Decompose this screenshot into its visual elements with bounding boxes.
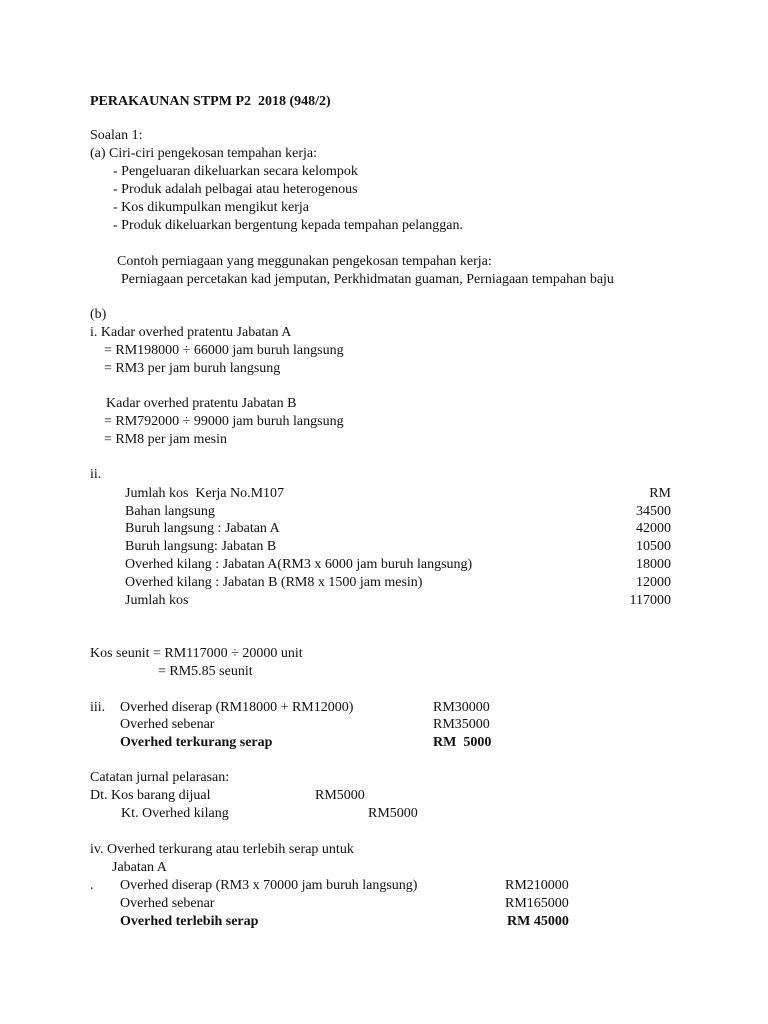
journal-debit-value: RM5000 bbox=[315, 788, 365, 803]
example-heading: Contoh perniagaan yang meggunakan pengekosan tempahan kerja: bbox=[117, 254, 492, 269]
overhead-row-value: RM 45000 bbox=[507, 914, 569, 929]
table-row-desc: Overhed kilang : Jabatan A(RM3 x 6000 jam buruh langsung) bbox=[125, 557, 473, 572]
part-ii-label: ii. bbox=[90, 467, 102, 482]
table-row-desc: Bahan langsung bbox=[125, 504, 215, 519]
overhead-row-value: RM165000 bbox=[505, 896, 569, 911]
table-row-desc: Jumlah kos bbox=[125, 593, 189, 608]
journal-credit-value: RM5000 bbox=[368, 806, 418, 821]
journal-credit-desc: Kt. Overhed kilang bbox=[121, 806, 229, 821]
table-row-value: 117000 bbox=[629, 593, 671, 608]
part-b-label: (b) bbox=[90, 307, 107, 322]
unit-cost-result: = RM5.85 seunit bbox=[158, 664, 253, 679]
part-a-bullet: - Pengeluaran dikeluarkan secara kelompok bbox=[113, 164, 358, 179]
document-title: PERAKAUNAN STPM P2 2018 (948/2) bbox=[90, 94, 331, 109]
table-row-value: 12000 bbox=[636, 575, 671, 590]
rate-a-line: = RM198000 ÷ 66000 jam buruh langsung bbox=[104, 343, 344, 358]
overhead-row-desc: Overhed diserap (RM18000 + RM12000) bbox=[120, 700, 354, 715]
stray-dot: . bbox=[90, 878, 94, 893]
rate-b-heading: Kadar overhed pratentu Jabatan B bbox=[106, 396, 297, 411]
part-a-bullet: - Produk dikeluarkan bergentung kepada tempahan pelanggan. bbox=[113, 218, 464, 233]
table-row-value: 10500 bbox=[636, 539, 671, 554]
unit-cost-line: Kos seunit = RM117000 ÷ 20000 unit bbox=[90, 646, 303, 661]
rate-a-heading: i. Kadar overhed pratentu Jabatan A bbox=[90, 325, 292, 340]
table-row-value: 18000 bbox=[636, 557, 671, 572]
table-row-value: 42000 bbox=[636, 521, 671, 536]
department-label: Jabatan A bbox=[112, 860, 167, 875]
overhead-row-desc: Overhed terkurang serap bbox=[120, 735, 273, 750]
table-row-value: 34500 bbox=[636, 504, 671, 519]
rate-a-line: = RM3 per jam buruh langsung bbox=[104, 361, 281, 376]
overhead-row-desc: Overhed diserap (RM3 x 70000 jam buruh langsung) bbox=[120, 878, 418, 893]
overhead-row-desc: Overhed terlebih serap bbox=[120, 914, 259, 929]
part-iii-label: iii. bbox=[90, 700, 106, 715]
part-a-bullet: - Produk adalah pelbagai atau heterogenous bbox=[113, 182, 358, 197]
table-row-value: RM bbox=[649, 486, 671, 501]
part-iv-heading: iv. Overhed terkurang atau terlebih serap untuk bbox=[90, 842, 354, 857]
overhead-row-desc: Overhed sebenar bbox=[120, 717, 215, 732]
table-row-desc: Overhed kilang : Jabatan B (RM8 x 1500 jam mesin) bbox=[125, 575, 423, 590]
overhead-row-value: RM210000 bbox=[505, 878, 569, 893]
overhead-row-desc: Overhed sebenar bbox=[120, 896, 215, 911]
journal-debit-desc: Dt. Kos barang dijual bbox=[90, 788, 211, 803]
part-a-heading: (a) Ciri-ciri pengekosan tempahan kerja: bbox=[90, 146, 318, 161]
journal-heading: Catatan jurnal pelarasan: bbox=[90, 770, 230, 785]
rate-b-line: = RM792000 ÷ 99000 jam buruh langsung bbox=[104, 414, 344, 429]
overhead-row-value: RM30000 bbox=[433, 700, 490, 715]
part-a-bullet: - Kos dikumpulkan mengikut kerja bbox=[113, 200, 309, 215]
table-row-desc: Buruh langsung: Jabatan B bbox=[125, 539, 277, 554]
table-row-desc: Buruh langsung : Jabatan A bbox=[125, 521, 280, 536]
overhead-row-value: RM 5000 bbox=[433, 735, 492, 750]
table-row-desc: Jumlah kos Kerja No.M107 bbox=[125, 486, 285, 501]
example-text: Perniagaan percetakan kad jemputan, Perkhidmatan guaman, Perniagaan tempahan baju bbox=[121, 272, 614, 287]
rate-b-line: = RM8 per jam mesin bbox=[104, 432, 227, 447]
overhead-row-value: RM35000 bbox=[433, 717, 490, 732]
question-label: Soalan 1: bbox=[90, 128, 143, 143]
